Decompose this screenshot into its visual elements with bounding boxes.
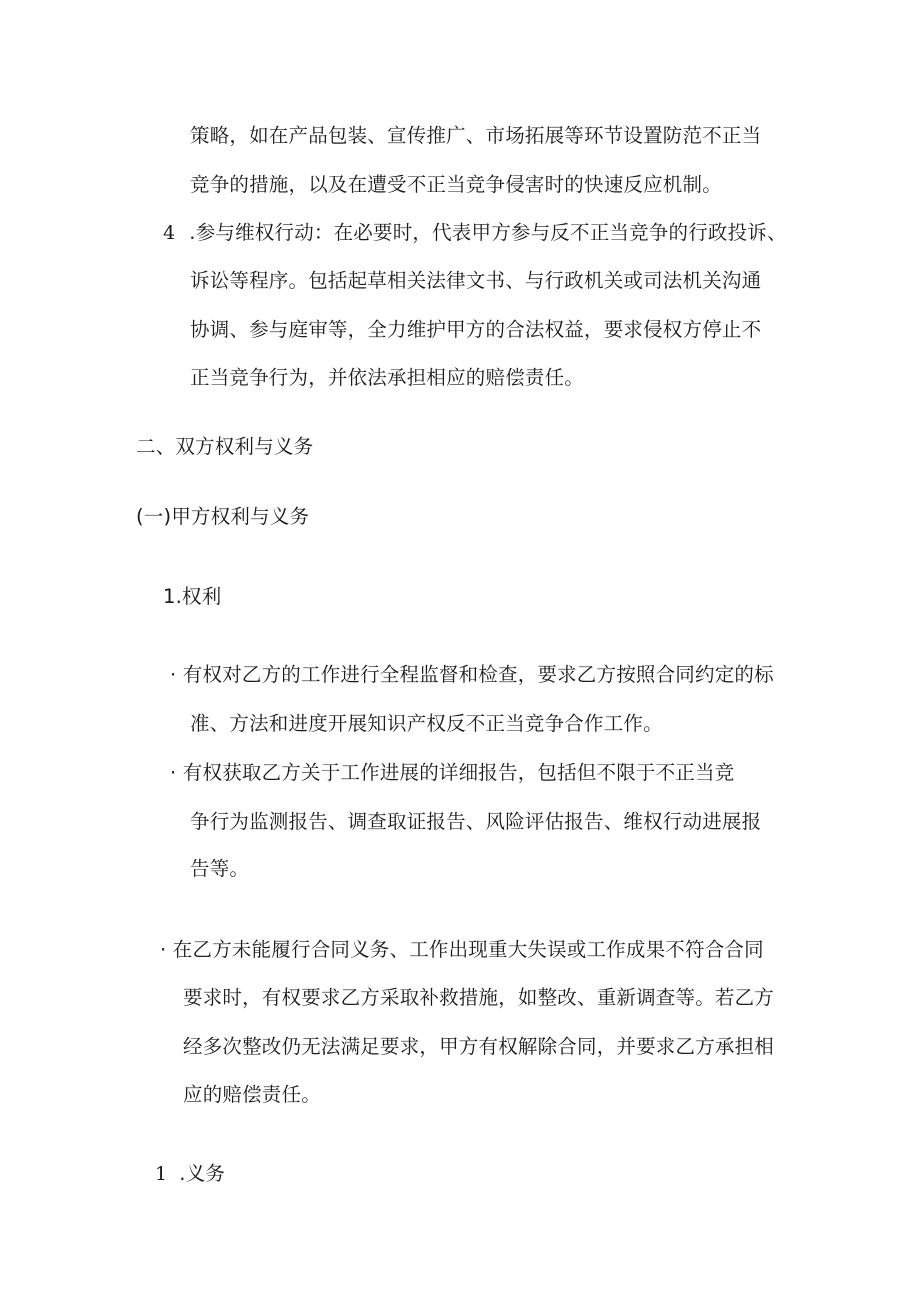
obligations-label: .义务 — [179, 1162, 226, 1185]
bullet-2-line-2: 争行为监测报告、调查取证报告、风险评估报告、维权行动进展报 — [190, 810, 762, 833]
obligations-heading — [155, 1161, 225, 1187]
bullet-3-line-1: · 在乙方未能履行合同义务、工作出现重大失误或工作成果不符合合同 — [160, 938, 764, 961]
section-2-heading: 二、双方权利与义务 — [136, 435, 314, 458]
item-4-line-4: 正当竞争行为，并依法承担相应的赔偿责任。 — [190, 366, 585, 389]
subsection-1-heading: (一)甲方权利与义务 — [136, 505, 310, 528]
para-strategy-line-2: 竞争的措施，以及在遭受不正当竞争侵害时的快速反应机制。 — [190, 173, 722, 196]
para-strategy-line-1: 策略，如在产品包装、宣传推广、市场拓展等环节设置防范不正当 — [190, 124, 762, 147]
bullet-3-line-2: 要求时，有权要求乙方采取补救措施，如整改、重新调查等。若乙方 — [183, 986, 775, 1009]
bullet-1-line-1: · 有权对乙方的工作进行全程监督和检查，要求乙方按照合同约定的标 — [170, 663, 774, 686]
bullet-3-line-4: 应的赔偿责任。 — [183, 1083, 321, 1106]
bullet-3-line-3: 经多次整改仍无法满足要求，甲方有权解除合同，并要求乙方承担相 — [183, 1035, 775, 1058]
item-4-line-2: 诉讼等程序。包括起草相关法律文书、与行政机关或司法机关沟通 — [190, 269, 762, 292]
bullet-2-line-3: 告等。 — [190, 857, 250, 880]
rights-heading: 1.权利 — [163, 585, 222, 608]
obligations-number: 1 — [155, 1163, 168, 1185]
item-4-text-1: .参与维权行动：在必要时，代表甲方参与反不正当竞争的行政投诉、 — [189, 221, 787, 244]
bullet-1-line-2: 准、方法和进度开展知识产权反不正当竞争合作工作。 — [190, 712, 663, 735]
item-4-line-1 — [163, 220, 787, 246]
item-4-number: 4 — [163, 222, 176, 244]
item-4-line-3: 协调、参与庭审等，全力维护甲方的合法权益，要求侵权方停止不 — [190, 318, 762, 341]
bullet-2-line-1: · 有权获取乙方关于工作进展的详细报告，包括但不限于不正当竞 — [170, 761, 735, 784]
